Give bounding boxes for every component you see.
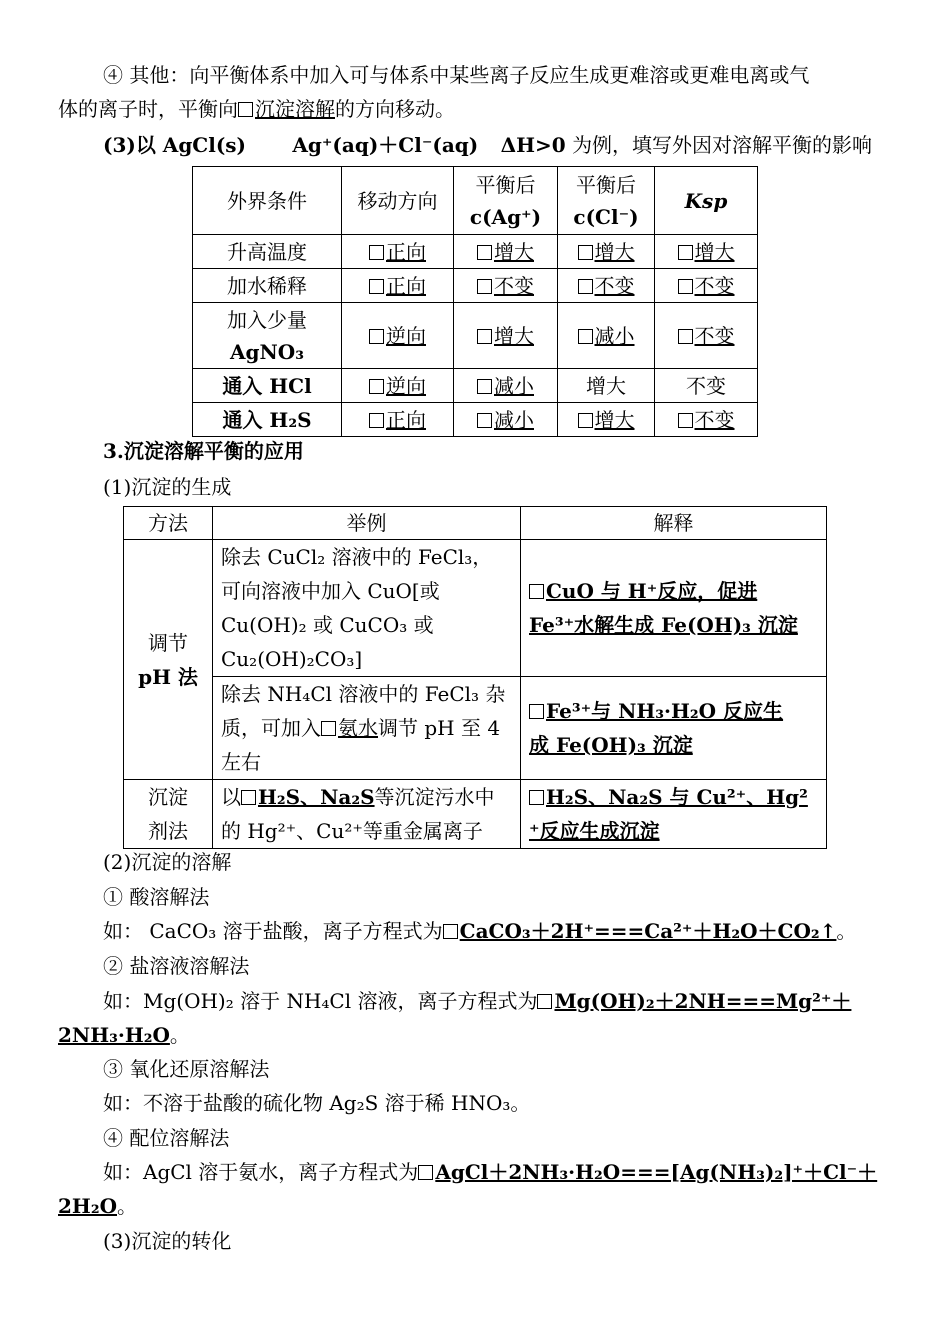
cell: 通入 H₂S — [193, 403, 342, 437]
example-cell — [213, 780, 521, 849]
answer-box-icon — [678, 245, 693, 260]
answer-text: 正向 — [386, 239, 426, 264]
table-row — [193, 303, 758, 369]
cell-line — [221, 780, 512, 814]
cell-line: AgNO₃ — [230, 339, 304, 364]
cell — [454, 369, 558, 403]
answer-text: 逆向 — [386, 323, 426, 348]
paragraph-line — [58, 92, 455, 126]
cell-line: 除去 CuCl₂ 溶液中的 FeCl₃， — [221, 545, 493, 569]
text: 调节 pH 至 4 — [378, 716, 501, 740]
table-header-row — [124, 507, 827, 540]
text: 如：Mg(OH)₂ 溶于 NH₄Cl 溶液，离子方程式为 — [103, 989, 538, 1013]
cell-line — [221, 711, 512, 745]
cell — [655, 403, 758, 437]
cell — [342, 235, 454, 269]
answer-box-icon — [477, 279, 492, 294]
text: 为例，填写外因对溶解平衡的影响 — [572, 133, 873, 157]
cell — [454, 403, 558, 437]
explanation-cell — [521, 540, 827, 677]
cell — [342, 403, 454, 437]
answer-box-icon — [418, 1165, 433, 1180]
precipitation-methods-table — [123, 506, 827, 849]
col-header: 外界条件 — [193, 167, 342, 235]
answer-text: 逆向 — [386, 373, 426, 398]
answer-text: 增大 — [494, 239, 534, 264]
section-title: 3.沉淀溶解平衡的应用 — [103, 439, 304, 463]
subsection-title: (2)沉淀的溶解 — [103, 850, 232, 874]
answer-box-icon — [678, 279, 693, 294]
paragraph-line — [58, 1018, 190, 1052]
answer-box-icon — [369, 413, 384, 428]
answer-text: CaCO₃＋2H⁺===Ca²⁺＋H₂O＋CO₂↑ — [459, 919, 837, 943]
answer-box-icon — [529, 704, 544, 719]
cell — [655, 269, 758, 303]
col-header: 举例 — [213, 507, 521, 540]
answer-text: 减小 — [594, 323, 635, 348]
header-line: 平衡后 — [475, 172, 536, 197]
cell-line — [529, 574, 818, 608]
table-row — [193, 269, 758, 303]
cell-line — [529, 780, 818, 814]
cell-line — [529, 608, 818, 642]
equation: Ag⁺(aq)＋Cl⁻(aq) — [292, 133, 479, 157]
answer-box-icon — [477, 379, 492, 394]
answer-box-icon — [578, 329, 593, 344]
answer-box-icon — [369, 379, 384, 394]
answer-text: Fe³⁺与 NH₃·H₂O 反应生 — [546, 699, 784, 723]
paragraph-line — [58, 1189, 137, 1223]
answer-text: 增大 — [594, 407, 635, 432]
method-cell — [124, 540, 213, 780]
answer-text: 成 Fe(OH)₃ 沉淀 — [529, 733, 693, 757]
answer-box-icon — [578, 413, 593, 428]
equilibrium-factors-table — [192, 166, 758, 437]
cell: 通入 HCl — [193, 369, 342, 403]
col-header: 方法 — [124, 507, 213, 540]
cell — [655, 303, 758, 369]
table-header-row — [193, 167, 758, 235]
text: 。 — [169, 1023, 190, 1047]
method-title: ③ 氧化还原溶解法 — [103, 1057, 270, 1081]
cell-line: 左右 — [221, 750, 261, 774]
col-header — [454, 167, 558, 235]
answer-text: H₂S、Na₂S — [258, 785, 375, 809]
cell-line: 除去 NH₄Cl 溶液中的 FeCl₃ 杂 — [221, 682, 506, 706]
cell-line — [529, 694, 818, 728]
answer-text: 增大 — [694, 239, 735, 264]
header-line: 平衡后 — [576, 172, 636, 197]
cell — [655, 235, 758, 269]
answer-text: 氨水 — [338, 716, 378, 740]
answer-text: 沉淀溶解 — [255, 97, 335, 121]
answer-text: 正向 — [386, 407, 426, 432]
text: 质，可加入 — [221, 716, 321, 740]
text: 以 — [221, 785, 241, 809]
table-row — [124, 780, 827, 849]
cell-line: 可向溶液中加入 CuO[或 — [221, 579, 440, 603]
cell: 不变 — [655, 369, 758, 403]
answer-text: ⁺反应生成沉淀 — [529, 819, 660, 843]
answer-box-icon — [529, 584, 544, 599]
cell-line: 的 Hg²⁺、Cu²⁺等重金属离子 — [221, 819, 483, 843]
cell-line: Cu₂(OH)₂CO₃] — [221, 647, 363, 671]
cell — [454, 269, 558, 303]
cell — [558, 235, 655, 269]
cell-line: Cu(OH)₂ 或 CuCO₃ 或 — [221, 613, 434, 637]
cell: 升高温度 — [193, 235, 342, 269]
text: 。 — [836, 919, 857, 943]
answer-text: 正向 — [386, 273, 426, 298]
answer-text: 减小 — [494, 373, 534, 398]
cell-line: pH 法 — [138, 664, 198, 689]
cell — [558, 303, 655, 369]
table-row — [193, 235, 758, 269]
text: 体的离子时，平衡向 — [58, 97, 238, 121]
example-cell — [213, 677, 521, 780]
method-cell — [124, 780, 213, 849]
paragraph-line — [103, 58, 809, 92]
paragraph-line — [103, 128, 872, 162]
col-header: 解释 — [521, 507, 827, 540]
answer-box-icon — [443, 924, 458, 939]
cell — [342, 303, 454, 369]
answer-text: CuO 与 H⁺反应，促进 — [546, 579, 758, 603]
cell-line: 调节 — [148, 630, 188, 655]
answer-box-icon — [678, 413, 693, 428]
table-row — [124, 540, 827, 677]
cell — [558, 403, 655, 437]
paragraph-line — [103, 984, 851, 1018]
method-title: ① 酸溶解法 — [103, 885, 210, 909]
cell — [558, 269, 655, 303]
answer-box-icon — [477, 413, 492, 428]
text: 如： CaCO₃ 溶于盐酸，离子方程式为 — [103, 919, 443, 943]
cell — [342, 369, 454, 403]
example-cell — [213, 540, 521, 677]
answer-box-icon — [578, 279, 593, 294]
answer-text: 不变 — [694, 323, 735, 348]
answer-box-icon — [529, 790, 544, 805]
table-row — [124, 677, 827, 780]
answer-text: 2H₂O — [58, 1194, 117, 1218]
text: 。 — [117, 1194, 137, 1218]
answer-box-icon — [369, 329, 384, 344]
header-line: c(Cl⁻) — [573, 204, 639, 229]
answer-text: 减小 — [494, 407, 534, 432]
method-title: ② 盐溶液溶解法 — [103, 954, 250, 978]
text: 的方向移动。 — [335, 97, 455, 121]
cell: 增大 — [558, 369, 655, 403]
answer-box-icon — [369, 279, 384, 294]
cell-line: 剂法 — [148, 819, 188, 843]
col-header: Ksp — [655, 167, 758, 235]
text: ④ 其他：向平衡体系中加入可与体系中某些离子反应生成更难溶或更难电离或气 — [103, 63, 810, 87]
answer-text: Fe³⁺水解生成 Fe(OH)₃ 沉淀 — [529, 613, 798, 637]
answer-text: AgCl＋2NH₃·H₂O===[Ag(NH₃)₂]⁺＋Cl⁻＋ — [435, 1160, 878, 1184]
delta-h: ΔH>0 — [500, 133, 566, 157]
answer-text: 增大 — [594, 239, 635, 264]
explanation-cell — [521, 780, 827, 849]
method-title: ④ 配位溶解法 — [103, 1126, 230, 1150]
subsection-title: (1)沉淀的生成 — [103, 475, 232, 499]
answer-text: 增大 — [494, 323, 534, 348]
answer-box-icon — [321, 721, 336, 736]
answer-box-icon — [241, 790, 256, 805]
cell-line: 沉淀 — [148, 785, 188, 809]
paragraph-line — [103, 914, 856, 948]
answer-text: 不变 — [694, 407, 735, 432]
answer-text: H₂S、Na₂S 与 Cu²⁺、Hg² — [546, 785, 808, 809]
cell — [342, 269, 454, 303]
cell — [193, 303, 342, 369]
answer-box-icon — [369, 245, 384, 260]
text: 如：AgCl 溶于氨水，离子方程式为 — [103, 1160, 419, 1184]
cell-line — [529, 728, 818, 762]
subsection-title: (3)沉淀的转化 — [103, 1229, 232, 1253]
paragraph-line — [103, 1155, 877, 1189]
paragraph-line: 如：不溶于盐酸的硫化物 Ag₂S 溶于稀 HNO₃。 — [103, 1091, 531, 1115]
answer-box-icon — [477, 245, 492, 260]
col-header — [558, 167, 655, 235]
table-row — [193, 369, 758, 403]
answer-text: 不变 — [594, 273, 635, 298]
answer-box-icon — [238, 102, 253, 117]
cell: 加水稀释 — [193, 269, 342, 303]
answer-text: Mg(OH)₂＋2NH===Mg²⁺＋ — [554, 989, 852, 1013]
col-header: 移动方向 — [342, 167, 454, 235]
answer-text: 不变 — [694, 273, 735, 298]
answer-text: 2NH₃·H₂O — [58, 1023, 170, 1047]
cell-line — [529, 814, 818, 848]
text: (3)以 AgCl(s) — [103, 133, 247, 157]
answer-box-icon — [678, 329, 693, 344]
table-row — [193, 403, 758, 437]
answer-box-icon — [537, 994, 552, 1009]
cell — [454, 303, 558, 369]
answer-box-icon — [578, 245, 593, 260]
answer-box-icon — [477, 329, 492, 344]
explanation-cell — [521, 677, 827, 780]
header-line: c(Ag⁺) — [469, 204, 542, 229]
answer-text: 不变 — [494, 273, 534, 298]
text: 等沉淀污水中 — [374, 785, 495, 809]
cell — [454, 235, 558, 269]
cell-line: 加入少量 — [227, 307, 307, 332]
